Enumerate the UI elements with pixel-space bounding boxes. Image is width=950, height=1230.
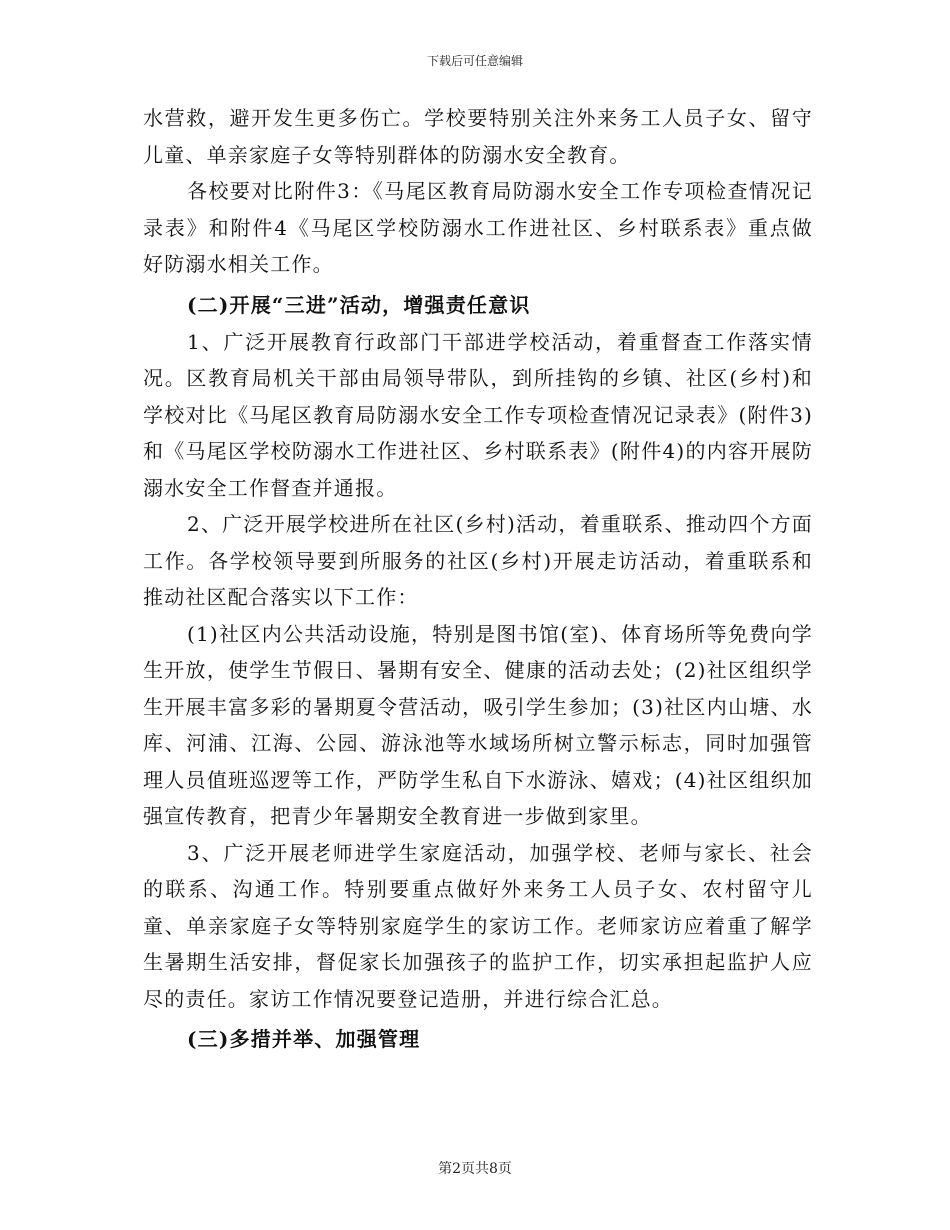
section-heading-3: (三)多措并举、加强管理: [187, 1027, 421, 1051]
paragraph-sub-items: (1)社区内公共活动设施，特别是图书馆(室)、体育场所等免费向学生开放，使学生节假日、暑期有安全、健康的活动去处；(2)社区组织学生开展丰富多彩的暑期夏令营活动，吸引学生参加；(3)社区内山塘、水库、河浦、江海、公园、游泳池等水域场所树立警示标志，同时加强管理人员值班巡逻等工作，严防学生私自下水游泳、嬉戏；(4)社区组织加强宣传教育，把青少年暑期安全教育进一步做到家里。: [143, 621, 813, 828]
paragraph-item-3: 3、广泛开展老师进学生家庭活动，加强学校、老师与家长、社会的联系、沟通工作。特别要重点做好外来务工人员子女、农村留守儿童、单亲家庭子女等特别家庭学生的家访工作。老师家访应着重了解学生暑期生活安排，督促家长加强孩子的监护工作，切实承担起监护人应尽的责任。家访工作情况要登记造册，并进行综合汇总。: [143, 840, 813, 1011]
page-number-footer: 第2页共8页: [438, 1161, 512, 1177]
document-body: [143, 100, 813, 1058]
paragraph-attachments: 各校要对比附件3：《马尾区教育局防溺水安全工作专项检查情况记录表》和附件4《马尾区学校防溺水工作进社区、乡村联系表》重点做好防溺水相关工作。: [143, 179, 813, 276]
paragraph-item-2: 2、广泛开展学校进所在社区(乡村)活动，着重联系、推动四个方面工作。各学校领导要到所服务的社区(乡村)开展走访活动，着重联系和推动社区配合落实以下工作：: [143, 512, 813, 609]
paragraph-item-1: 1、广泛开展教育行政部门干部进学校活动，着重督查工作落实情况。区教育局机关干部由局领导带队，到所挂钩的乡镇、社区(乡村)和学校对比《马尾区教育局防溺水安全工作专项检查情况记录表》(附件3)和《马尾区学校防溺水工作进社区、乡村联系表》(附件4)的内容开展防溺水安全工作督查并通报。: [143, 329, 813, 500]
page-header: 下载后可任意编辑: [426, 54, 523, 68]
section-heading-2: (二)开展“三进”活动，增强责任意识: [187, 292, 531, 317]
paragraph-continuation: 水营救，避开发生更多伤亡。学校要特别关注外来务工人员子女、留守儿童、单亲家庭子女等特别群体的防溺水安全教育。: [143, 106, 813, 167]
